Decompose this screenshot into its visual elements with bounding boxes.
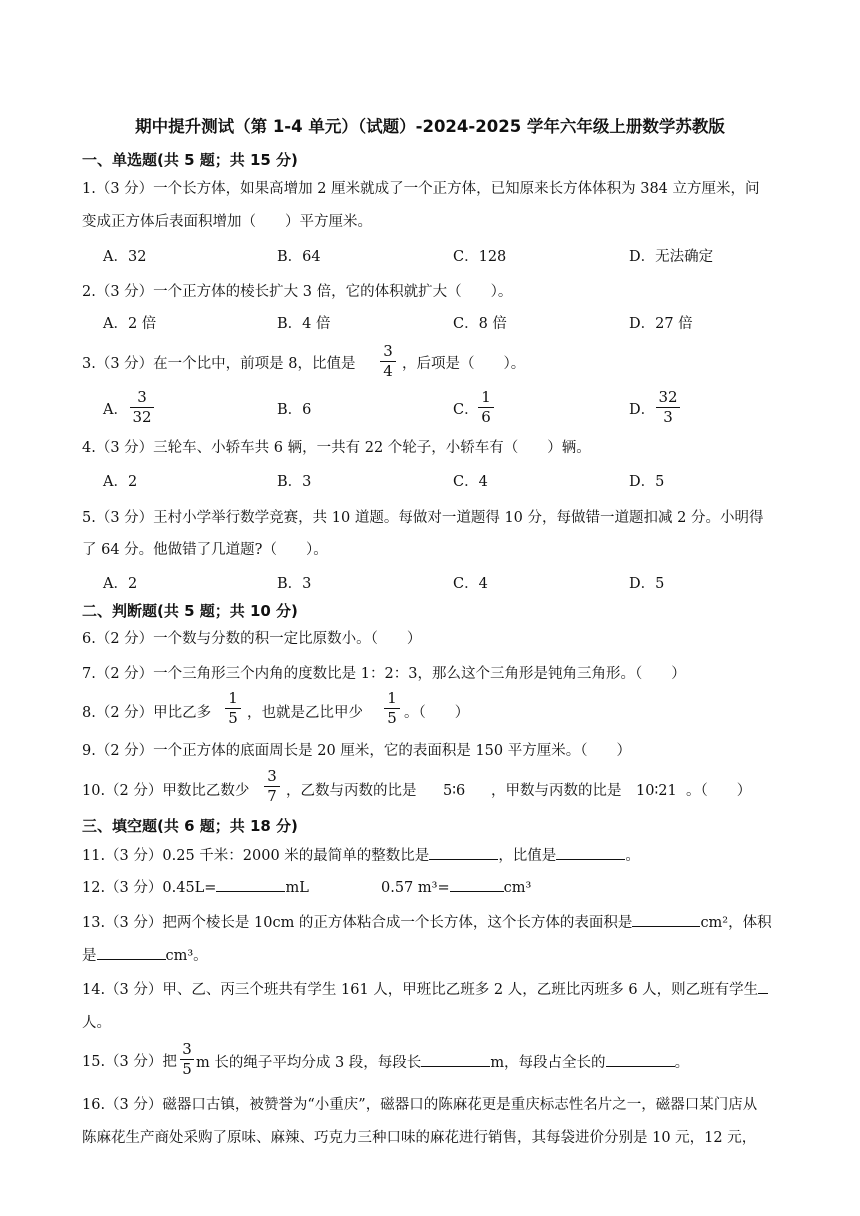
q8-fraction-1 (225, 690, 241, 727)
q3-option-a-label[interactable]: A． (103, 402, 128, 418)
q15-fraction (180, 1041, 194, 1078)
q4-option-c[interactable]: C．4 (453, 474, 488, 490)
q3-option-b[interactable]: B．6 (277, 402, 312, 418)
q3-option-c-fraction (478, 389, 494, 426)
fraction-numerator: 32 (658, 388, 678, 406)
q4-option-d[interactable]: D．5 (629, 474, 665, 490)
question-13-line2 (82, 945, 208, 966)
q2-option-b[interactable]: B．4 倍 (277, 316, 331, 332)
answer-blank[interactable] (606, 1052, 675, 1067)
q5-option-c[interactable]: C．4 (453, 576, 488, 592)
question-15-rest (196, 1052, 689, 1073)
question-13-line2-post: cm³。 (165, 948, 208, 964)
question-12-part2 (381, 877, 531, 898)
q5-option-a[interactable]: A．2 (103, 576, 138, 592)
q1-option-c[interactable]: C．128 (453, 249, 507, 265)
question-10-pre: 10.（2 分）甲数比乙数少 (82, 783, 250, 799)
answer-blank[interactable] (421, 1052, 490, 1067)
question-16-line1: 16.（3 分）磁器口古镇，被赞誉为“小重庆”，磁器口的陈麻花更是重庆标志性名片之一，磁器口某门店从 (82, 1097, 758, 1113)
q8-fraction-2 (384, 690, 400, 727)
q3-option-a-fraction (130, 389, 154, 426)
q1-option-b[interactable]: B．64 (277, 249, 321, 265)
answer-blank[interactable] (758, 979, 768, 994)
answer-blank[interactable] (632, 912, 700, 927)
section-single-choice: 一、单选题(共 5 题；共 15 分) (82, 151, 298, 169)
question-12-pre: 12.（3 分）0.45L= (82, 880, 217, 896)
fraction-numerator: 3 (137, 388, 147, 406)
question-5-line2: 了 64 分。他做错了几道题?（ ）。 (82, 542, 328, 558)
section-true-false: 二、判断题(共 5 题；共 10 分) (82, 602, 298, 620)
q2-option-a[interactable]: A．2 倍 (103, 316, 157, 332)
fraction-numerator: 3 (383, 342, 393, 360)
fraction-numerator: 1 (387, 689, 397, 707)
q3-option-d-label[interactable]: D． (629, 402, 656, 418)
question-10-ratio1: 5∶6 (443, 783, 466, 799)
q4-option-a[interactable]: A．2 (103, 474, 138, 490)
answer-blank[interactable] (216, 877, 285, 892)
question-10-mid1: ，乙数与丙数的比是 (286, 783, 417, 799)
question-12-part2-text: 0.57 m³= (381, 880, 450, 896)
fraction-numerator: 1 (481, 388, 491, 406)
question-10-mid2: ，甲数与丙数的比是 (491, 783, 622, 799)
fraction-numerator: 3 (182, 1040, 192, 1058)
answer-blank[interactable] (97, 945, 166, 960)
question-12-unit2: cm³ (503, 880, 532, 896)
q10-fraction (264, 768, 280, 805)
question-11-mid: ，比值是 (498, 848, 557, 864)
question-6: 6.（2 分）一个数与分数的积一定比原数小。（ ） (82, 631, 422, 647)
question-2: 2.（3 分）一个正方体的棱长扩大 3 倍，它的体积就扩大（ ）。 (82, 284, 513, 300)
question-3-post: ，后项是（ ）。 (402, 356, 526, 372)
fraction-denominator: 32 (132, 408, 152, 426)
question-1-line2: 变成正方体后表面积增加（ ）平方厘米。 (82, 214, 372, 230)
q3-fraction (380, 343, 396, 380)
question-13-line1 (82, 912, 772, 933)
q2-option-c[interactable]: C．8 倍 (453, 316, 507, 332)
fraction-numerator: 3 (267, 767, 277, 785)
question-13-mid: cm²，体积 (700, 915, 772, 931)
q1-option-a[interactable]: A．32 (103, 249, 147, 265)
question-11-pre: 11.（3 分）0.25 千米：2000 米的最简单的整数比是 (82, 848, 430, 864)
q3-option-d-fraction (656, 389, 680, 426)
question-11 (82, 845, 640, 866)
section-fill-blank: 三、填空题(共 6 题；共 18 分) (82, 817, 298, 835)
q3-option-c-label[interactable]: C． (453, 402, 479, 418)
question-13-pre: 13.（3 分）把两个棱长是 10cm 的正方体粘合成一个长方体，这个长方体的表面积是 (82, 915, 633, 931)
answer-blank[interactable] (556, 845, 625, 860)
question-13-line2-pre: 是 (82, 948, 97, 964)
q1-option-d[interactable]: D．无法确定 (629, 249, 714, 265)
q5-option-b[interactable]: B．3 (277, 576, 312, 592)
question-10-ratio2: 10∶21 (636, 783, 677, 799)
question-5-line1: 5.（3 分）王村小学举行数学竞赛，共 10 道题。每做对一道题得 10 分，每做错一道题扣减 2 分。小明得 (82, 510, 764, 526)
question-8-pre: 8.（2 分）甲比乙多 (82, 705, 212, 721)
fraction-denominator: 6 (481, 408, 491, 426)
q5-option-d[interactable]: D．5 (629, 576, 665, 592)
question-15-post: 。 (674, 1055, 690, 1071)
fraction-denominator: 5 (228, 709, 238, 727)
q4-option-b[interactable]: B．3 (277, 474, 312, 490)
question-16-line2: 陈麻花生产商处采购了原味、麻辣、巧克力三种口味的麻花进行销售，其每袋进价分别是 10 元，12 元， (82, 1130, 757, 1146)
question-7: 7.（2 分）一个三角形三个内角的度数比是 1：2：3，那么这个三角形是钝角三角形。（ ） (82, 666, 686, 682)
answer-blank[interactable] (429, 845, 498, 860)
fraction-denominator: 5 (182, 1060, 192, 1078)
question-9: 9.（2 分）一个正方体的底面周长是 20 厘米，它的表面积是 150 平方厘米。（ ） (82, 743, 631, 759)
question-8-mid: ，也就是乙比甲少 (247, 705, 363, 721)
fraction-denominator: 5 (387, 709, 397, 727)
question-15-pre: 15.（3 分）把 (82, 1054, 177, 1070)
fraction-denominator: 7 (267, 787, 277, 805)
q2-option-d[interactable]: D．27 倍 (629, 316, 693, 332)
fraction-numerator: 1 (228, 689, 238, 707)
question-12 (82, 877, 309, 898)
fraction-denominator: 3 (663, 408, 673, 426)
question-11-post: 。 (625, 848, 640, 864)
page-title: 期中提升测试（第 1-4 单元）（试题）-2024-2025 学年六年级上册数学苏教版 (135, 117, 725, 136)
question-14-line1 (82, 979, 768, 1000)
answer-blank[interactable] (450, 877, 504, 892)
question-8-post: 。（ ） (404, 705, 470, 721)
question-1-line1: 1.（3 分）一个长方体，如果高增加 2 厘米就成了一个正方体，已知原来长方体体积为 384 立方厘米，问 (82, 181, 760, 197)
question-15-mid1: m 长的绳子平均分成 3 段，每段长 (196, 1055, 422, 1071)
question-12-unit1: mL (285, 880, 309, 896)
question-14-text: 14.（3 分）甲、乙、丙三个班共有学生 161 人，甲班比乙班多 2 人，乙班比丙班多 6 人，则乙班有学生 (82, 982, 759, 998)
question-14-line2: 人。 (82, 1015, 111, 1031)
question-15-mid2: m，每段占全长的 (490, 1055, 606, 1071)
question-3-pre: 3.（3 分）在一个比中，前项是 8，比值是 (82, 356, 356, 372)
question-4: 4.（3 分）三轮车、小轿车共 6 辆，一共有 22 个轮子，小轿车有（ ）辆。 (82, 440, 591, 456)
fraction-denominator: 4 (383, 362, 393, 380)
question-10-post: 。（ ） (686, 783, 752, 799)
